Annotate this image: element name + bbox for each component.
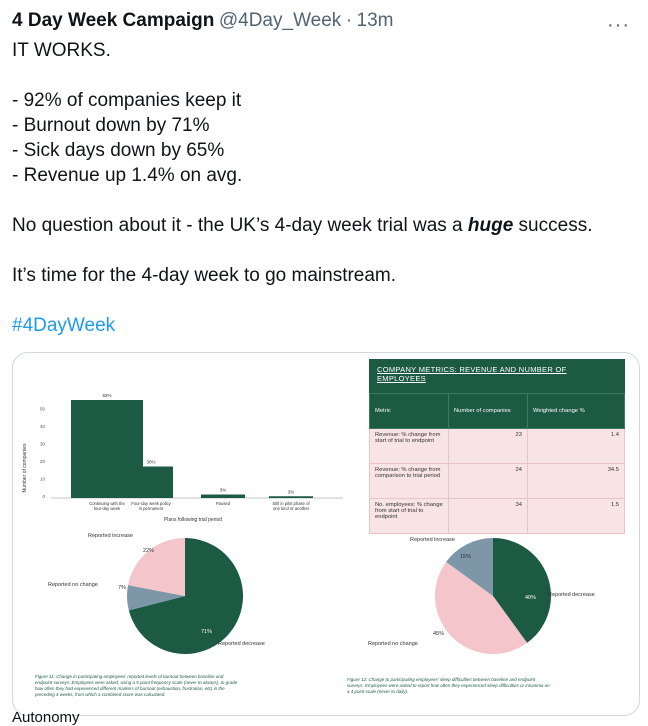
table-cell: Revenue: % change from comparison to trial period [370,464,449,499]
pie1-pct-increase: 22% [143,548,155,554]
tweet-time[interactable]: 13m [356,10,394,31]
text-line: - 92% of companies keep it [12,90,242,111]
pie2-label-increase: Reported increase [410,537,455,543]
pie2-pct-nochange: 45% [433,631,445,637]
next-tweet-text: Autonomy [12,709,80,726]
pie1-pct-decrease: 71% [201,629,213,635]
bar-ylabel: Number of companies [22,443,28,493]
text-line: IT WORKS. [12,40,111,61]
table-cell: 34 [449,499,528,534]
tweet-text [12,38,632,338]
bar-ytick: 10 [39,476,45,482]
text-line: It’s time for the 4-day week to go mainstream. [12,265,397,286]
bar-xlabel: Plans following trial period [163,517,223,523]
pie1-caption: preceding 4 weeks, from which a combined score was calculated. [35,692,166,697]
pie1-label-increase: Reported increase [88,533,133,539]
table-cell: 1.5 [528,499,625,534]
bar-ytick: 40 [39,424,45,429]
table-header: Weighted change % [528,394,625,429]
pie2-caption: surveys. Employees were asked to report how often they experienced sleep difficulties or insomnia on [347,683,550,688]
pie2-caption: Figure 12: Change to participating employees' sleep difficulties between baseline and endpoint [347,677,536,682]
table-cell: No. employees: % change from start of trial to endpoint [370,499,449,534]
table-header: Metric [370,394,449,429]
author-name[interactable]: 4 Day Week Campaign [12,10,215,31]
bar-category-label: four-day week [93,506,121,511]
bar-value-label: 30% [146,459,156,465]
pie1-label-decrease: Reported decrease [218,641,265,647]
emphasis-huge: huge [467,215,514,236]
table-cell: 24 [449,464,528,499]
table-cell: 23 [449,429,528,464]
more-dots-icon[interactable]: ··· [607,14,630,36]
bar-category-label: Paused [215,501,231,506]
table-header: Number of companies [449,394,528,429]
table-cell: 34.5 [528,464,625,499]
bar-category-label: Continuing with the [89,501,125,506]
bar-ytick: 30 [39,441,45,447]
pie2-pct-increase: 15% [460,554,472,560]
pie2-label-nochange: Reported no change [368,641,418,647]
text-line: - Revenue up 1.4% on avg. [12,165,243,186]
pie1-pct-nochange: 7% [118,585,126,591]
text-line: No question about it - the UK’s 4-day week trial was a huge success. [12,215,593,236]
metrics-table-title: COMPANY METRICS: REVENUE AND NUMBER OF EMPLOYEES [369,359,625,393]
tweet-header [12,10,636,40]
table-cell: Revenue: % change from start of trial to endpoint [370,429,449,464]
pie1-caption: Figure 11: Change in participating employees' reported levels of burnout between baseline and [35,674,224,679]
bar-category-label: one kind or another [272,506,310,511]
bar-category-label: Four-day week policy [131,501,171,506]
bar-category-label: is permanent [138,506,164,511]
media-image[interactable] [12,352,640,716]
pie1-caption: how often they had experienced different markers of burnout (exhaustion, frustration, etc) in the [35,686,225,691]
bar-ytick: 50 [39,406,45,412]
separator-dot: · [345,10,353,31]
bar-value-label: 3% [287,489,295,495]
pie2-pct-decrease: 40% [525,595,537,601]
bar-category-label: Still in pilot phase of [272,501,310,506]
bar-value-label: 92% [102,393,112,398]
table-cell: 1.4 [528,429,625,464]
sleep-pie-chart [13,353,639,715]
pie2-label-decrease: Reported decrease [548,592,595,598]
bar-ytick: 20 [39,459,45,464]
author-handle[interactable]: @4Day_Week [218,10,342,31]
pie1-label-nochange: Reported no change [48,582,98,588]
pie2-caption: a 4 point scale (never to daily). [347,689,409,694]
text-line: - Burnout down by 71% [12,115,210,136]
bar-ytick: 0 [42,494,45,499]
hashtag-link[interactable]: #4DayWeek [12,315,116,336]
bar-value-label: 3% [219,487,227,493]
pie1-caption: endpoint surveys. Employees were asked, using a 5 point frequency scale (never to always), to grade [35,680,238,685]
text-line: - Sick days down by 65% [12,140,225,161]
